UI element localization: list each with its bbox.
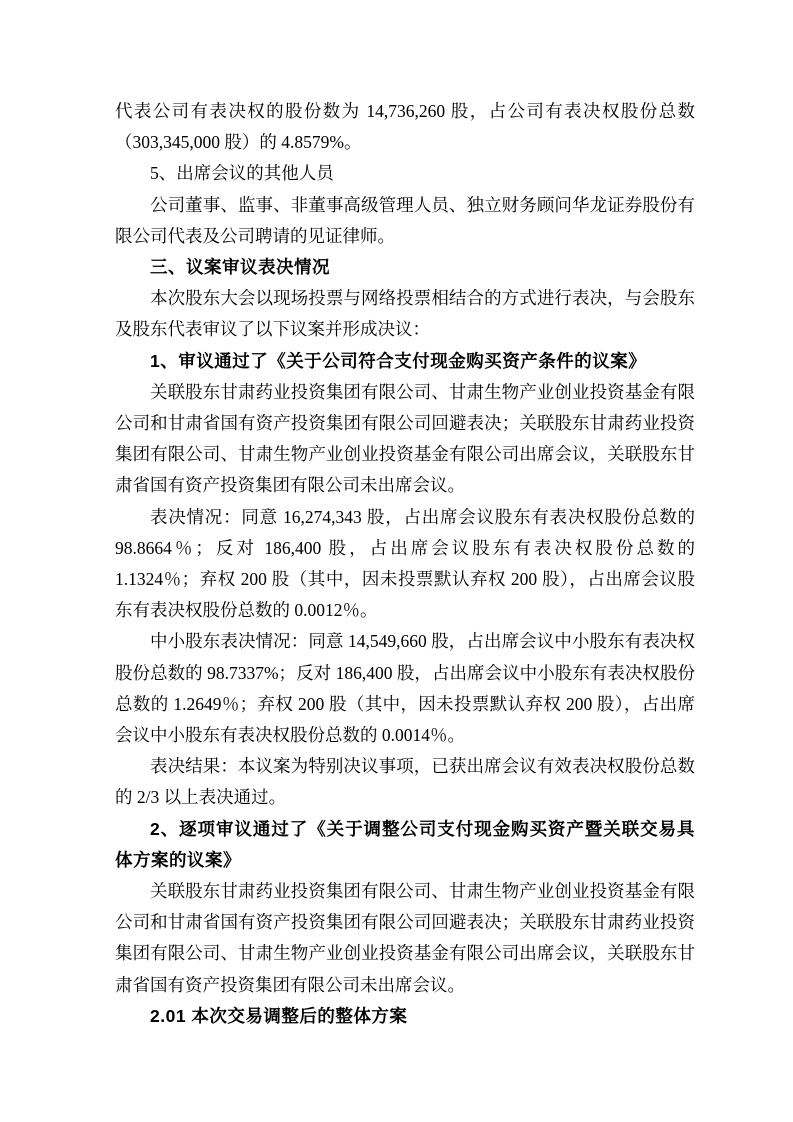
heading-proposal-2-01-overall-plan: 2.01 本次交易调整后的整体方案	[150, 1005, 408, 1026]
paragraph-share-count-continuation: 代表公司有表决权的股份数为 14,736,260 股，占公司有表决权股份总数（303,345,000 股）的 4.8579%。	[115, 101, 695, 153]
paragraph-item5-heading: 5、出席会议的其他人员	[150, 163, 334, 184]
paragraph-proposal-1-recusal: 关联股东甘肃药业投资集团有限公司、甘肃生物产业创业投资基金有限公司和甘肃省国有资产投资集团有限公司回避表决；关联股东甘肃药业投资集团有限公司、甘肃生物产业创业投资基金有限公司出席会议，关联股东甘肃省国有资产投资集团有限公司未出席会议。	[115, 381, 695, 496]
paragraph-proposal-1-minority-vote: 中小股东表决情况：同意 14,549,660 股，占出席会议中小股东有表决权股份总数的 98.7337%；反对 186,400 股，占出席会议中小股东有表决权股份总数的 1.2649％；弃权 200 股（其中，因未投票默认弃权 200 股），占出席会议中小股东有表决权股份总数的 0.0014％。	[115, 631, 695, 746]
paragraph-voting-method: 本次股东大会以现场投票与网络投票相结合的方式进行表决，与会股东及股东代表审议了以下议案并形成决议：	[115, 288, 695, 340]
heading-proposal-2: 2、逐项审议通过了《关于调整公司支付现金购买资产暨关联交易具体方案的议案》	[115, 818, 695, 870]
heading-section-3-vote-review: 三、议案审议表决情况	[150, 257, 330, 278]
paragraph-proposal-2-recusal: 关联股东甘肃药业投资集团有限公司、甘肃生物产业创业投资基金有限公司和甘肃省国有资产投资集团有限公司回避表决；关联股东甘肃药业投资集团有限公司、甘肃生物产业创业投资基金有限公司出席会议，关联股东甘肃省国有资产投资集团有限公司未出席会议。	[115, 881, 695, 995]
document-body	[115, 96, 695, 1032]
heading-proposal-1: 1、审议通过了《关于公司符合支付现金购买资产条件的议案》	[150, 350, 647, 371]
paragraph-proposal-1-resolution: 表决结果：本议案为特别决议事项，已获出席会议有效表决权股份总数的 2/3 以上表决通过。	[115, 756, 695, 808]
paragraph-proposal-1-vote-result: 表决情况：同意 16,274,343 股，占出席会议股东有表决权股份总数的 98.8664％；反对 186,400 股，占出席会议股东有表决权股份总数的 1.1324％；弃权 200 股（其中，因未投票默认弃权 200 股），占出席会议股东有表决权股份总数的 0.0012％。	[115, 506, 695, 621]
paragraph-other-attendees: 公司董事、监事、非董事高级管理人员、独立财务顾问华龙证券股份有限公司代表及公司聘请的见证律师。	[115, 194, 695, 246]
